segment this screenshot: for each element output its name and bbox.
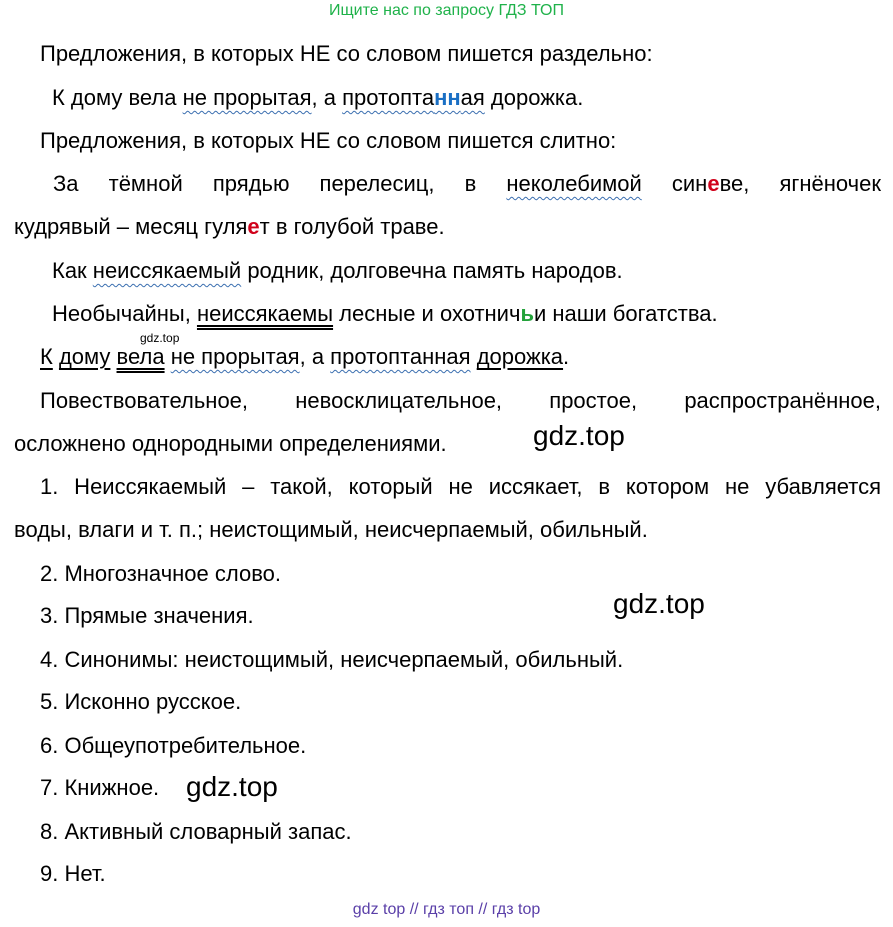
watermark: gdz.top [186, 771, 278, 802]
item-2: 2. Многозначное слово. [40, 561, 281, 586]
sentence-4: Необычайны, неиссякаемы лесные и охотничьи наши богатства. [52, 301, 718, 326]
description-line-2: осложнено однородными определениями. [14, 431, 447, 456]
sentence-2-line-1: За тёмной прядью перелесиц, в неколебимой синеве, ягнёночек [53, 171, 881, 196]
underlined-word: неколебимой [506, 171, 642, 196]
parsed-sentence: К дому вела не прорытая, а протоптанная дорожка. [40, 344, 570, 369]
watermark: gdz.top [613, 588, 705, 619]
item-4: 4. Синонимы: неистощимый, неисчерпаемый, обильный. [40, 647, 624, 672]
heading-separate: Предложения, в которых НЕ со словом пишется раздельно: [40, 41, 653, 66]
sentence-2-line-2: кудрявый – месяц гуляет в голубой траве. [14, 214, 445, 239]
sentence-1-part: дорожка. [484, 85, 584, 110]
sentence-1-part: , а [311, 85, 343, 110]
sentence-3: Как неиссякаемый родник, долговечна память народов. [52, 258, 623, 283]
parse-attribute: не прорытая [170, 344, 300, 369]
top-banner: Ищите нас по запросу ГДЗ ТОП [329, 2, 564, 19]
parse-subject: К [40, 344, 53, 369]
parse-subject-noun: дорожка [476, 344, 564, 369]
sentence-1-part: К дому вела [52, 85, 183, 110]
item-9: 9. Нет. [40, 861, 106, 886]
highlight-letters: нн [434, 85, 461, 110]
item-8: 8. Активный словарный запас. [40, 819, 352, 844]
parse-word: дому [58, 344, 111, 369]
sentence-1-underlined-word: не прорытая [182, 85, 312, 110]
watermark: gdz.top [533, 420, 625, 451]
highlight-letter: е [247, 214, 260, 239]
item-7: 7. Книжное. [40, 775, 160, 800]
footer-links: gdz top // гдз топ // гдз top [352, 901, 541, 918]
description-line-1: Повествовательное, невосклицательное, простое, распространённое, [40, 388, 881, 413]
underlined-word: неиссякаемы [196, 301, 334, 326]
item-1-line-2: воды, влаги и т. п.; неистощимый, неисчерпаемый, обильный. [14, 517, 648, 542]
item-6: 6. Общеупотребительное. [40, 733, 307, 758]
highlight-letter: ь [520, 301, 534, 326]
parse-attribute: протоптанная [330, 344, 471, 369]
heading-together: Предложения, в которых НЕ со словом пишется слитно: [40, 128, 617, 153]
item-3: 3. Прямые значения. [40, 603, 254, 628]
parse-predicate: вела [116, 344, 165, 369]
highlight-letter: е [707, 171, 720, 196]
watermark-small: gdz.top [140, 331, 180, 345]
underlined-word: неиссякаемый [92, 258, 242, 283]
item-5: 5. Исконно русское. [40, 689, 242, 714]
item-1-line-1: 1. Неиссякаемый – такой, который не иссякает, в котором не убавляется [40, 474, 881, 499]
sentence-1-underlined-word: протоптанная [342, 85, 485, 110]
sentence-1 [52, 84, 583, 112]
